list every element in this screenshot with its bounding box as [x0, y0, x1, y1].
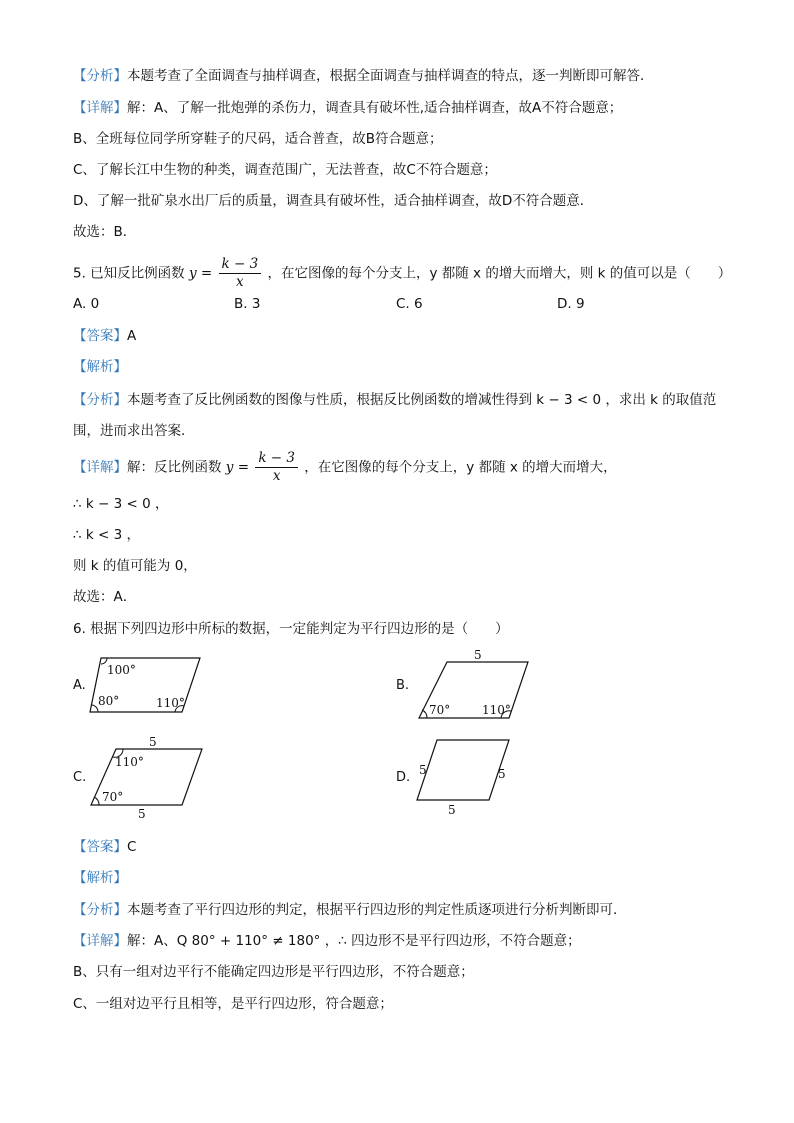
angle-arc-c-bottom — [94, 797, 99, 805]
figB-right-angle: 110° — [482, 703, 511, 717]
q6-analysis-text: 本题考查了平行四边形的判定，根据平行四边形的判定性质逐项进行分析判断即可． — [127, 902, 627, 918]
figB-left-angle: 70° — [429, 703, 451, 717]
q6-label-a: A. — [73, 678, 86, 693]
q6-label-b: B. — [396, 678, 410, 693]
q5-step-2: ∴ k < 3 ， — [73, 527, 140, 543]
answer-tag: 【答案】 — [73, 328, 127, 344]
q5-detail-pre: 解：反比例函数 — [127, 459, 222, 476]
q5-step-1: ∴ k − 3 < 0 ， — [73, 496, 169, 512]
q5-option-c: C. 6 — [396, 296, 423, 312]
q4-analysis-text: 本题考查了全面调查与抽样调查，根据全面调查与抽样调查的特点，逐一判断即可解答． — [127, 68, 654, 84]
answer-tag: 【答案】 — [73, 839, 127, 855]
figD-bottom-side: 5 — [448, 803, 456, 817]
detail-tag: 【详解】 — [73, 100, 127, 116]
q5-answer: A — [127, 328, 137, 344]
figB-top-side: 5 — [474, 648, 482, 662]
q6-label-c: C. — [73, 770, 87, 785]
q6-figure-d — [412, 734, 512, 818]
q6-detail-c: C、一组对边平行且相等，是平行四边形，符合题意； — [73, 996, 393, 1012]
q5-func-lhs: y = — [188, 265, 213, 282]
q4-detail-c: C、了解长江中生物的种类，调查范围广，无法普查，故C不符合题意； — [73, 162, 497, 178]
q5-choose: 故选：A． — [73, 589, 137, 605]
q5-detail-func-lhs: y = — [225, 459, 250, 476]
q5-option-d: D. 9 — [557, 296, 585, 312]
figD-left-side: 5 — [419, 763, 427, 777]
figC-bottom-side: 5 — [138, 807, 146, 821]
analysis-tag: 【分析】 — [73, 68, 127, 84]
figD-right-side: 5 — [498, 767, 506, 781]
q5-stem-post: ，在它图像的每个分支上，y 都随 x 的增大而增大，则 k 的值可以是（ ） — [267, 265, 732, 282]
figC-top-side: 5 — [149, 735, 157, 749]
q5-analysis-line-2: 围，进而求出答案． — [73, 423, 195, 439]
q6-analysis-line — [73, 900, 627, 920]
q5-option-b: B. 3 — [234, 296, 261, 312]
q6-label-d: D. — [396, 770, 411, 785]
q5-analysis-line-1 — [73, 390, 716, 410]
q5-detail-frac-num: k − 3 — [255, 450, 298, 468]
q6-figure-a — [85, 650, 215, 722]
q5-fraction — [219, 256, 262, 291]
q6-stem: 6. 根据下列四边形中所标的数据，一定能判定为平行四边形的是（ ） — [73, 621, 509, 637]
figA-right-angle: 110° — [156, 696, 185, 710]
q5-jiexi-tag: 【解析】 — [73, 359, 127, 375]
detail-tag: 【详解】 — [73, 933, 127, 949]
detail-tag: 【详解】 — [73, 459, 127, 476]
q5-stem-pre: 5. 已知反比例函数 — [73, 265, 185, 282]
q6-figure-c — [85, 734, 210, 822]
figC-bottom-angle: 70° — [102, 790, 124, 804]
figC-top-angle: 110° — [115, 755, 144, 769]
q5-stem — [73, 256, 731, 291]
q6-figure-b — [412, 646, 537, 722]
q4-detail-d: D、了解一批矿泉水出厂后的质量，调查具有破坏性，适合抽样调查，故D不符合题意． — [73, 193, 594, 209]
q6-jiexi-tag: 【解析】 — [73, 870, 127, 886]
q4-detail-a — [73, 98, 622, 118]
q5-detail-fraction — [255, 450, 298, 485]
q6-detail-b: B、只有一组对边平行不能确定四边形是平行四边形，不符合题意； — [73, 964, 474, 980]
q5-answer-line — [73, 326, 136, 346]
q4-detail-b: B、全班每位同学所穿鞋子的尺码，适合普查，故B符合题意； — [73, 131, 443, 147]
figA-left-angle: 80° — [98, 694, 120, 708]
q5-detail-frac-den: x — [272, 468, 281, 484]
q6-answer: C — [127, 839, 137, 855]
q6-detail-a-text: 解：A、Q 80° + 110° ≠ 180° ，∴ 四边形不是平行四边形，不符合题意； — [127, 933, 581, 949]
q5-frac-den: x — [236, 274, 244, 290]
analysis-tag: 【分析】 — [73, 392, 127, 408]
q6-detail-a — [73, 931, 581, 951]
parallelogram-d — [417, 740, 509, 800]
q5-detail-line — [73, 450, 617, 485]
q4-choose: 故选：B． — [73, 224, 137, 240]
q5-detail-post: ，在它图像的每个分支上，y 都随 x 的增大而增大， — [304, 459, 617, 476]
q4-analysis-line — [73, 66, 654, 86]
figA-top-angle: 100° — [107, 663, 136, 677]
q6-answer-line — [73, 837, 136, 857]
q5-step-3: 则 k 的值可能为 0， — [73, 558, 197, 574]
q5-option-a: A. 0 — [73, 296, 100, 312]
q5-analysis-text-1: 本题考查了反比例函数的图像与性质，根据反比例函数的增减性得到 k − 3 < 0 ，求出 k 的取值范 — [127, 392, 717, 408]
q4-detail-a-text: 解：A、了解一批炮弹的杀伤力，调查具有破坏性,适合抽样调查，故A不符合题意； — [127, 100, 623, 116]
q5-frac-num: k − 3 — [219, 256, 262, 274]
analysis-tag: 【分析】 — [73, 902, 127, 918]
